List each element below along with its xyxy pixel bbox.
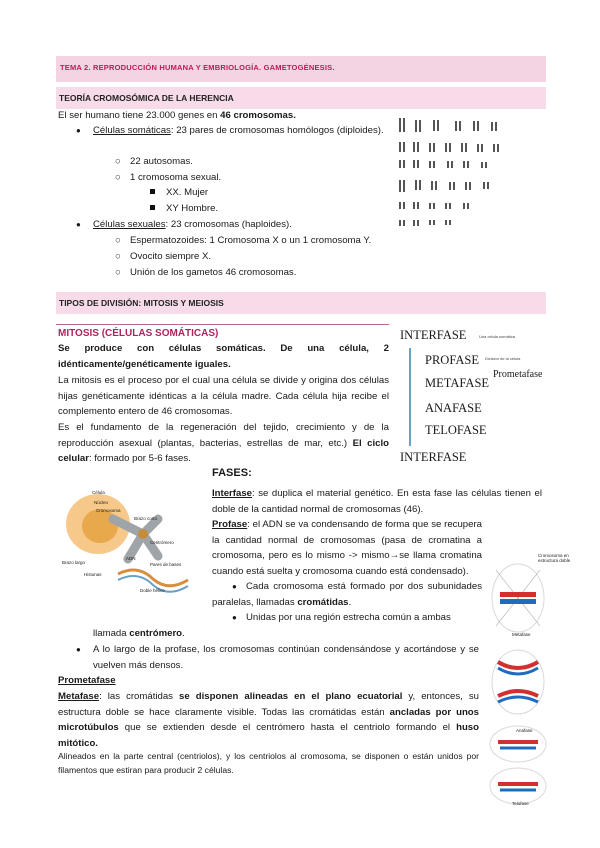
fig-label-cromosoma-doble: Cromosoma en estructura doble	[538, 553, 571, 563]
mitosis-figure	[486, 548, 552, 810]
karyotype-chromosomes	[399, 118, 499, 226]
label-nucleo: Núcleo	[94, 500, 109, 505]
cromatidas-item: Cada cromosoma está formado por dos subunidades paralelas, llamadas cromátidas.	[212, 581, 482, 608]
union-region-item: Unidas por una región estrecha común a ambas	[246, 612, 451, 623]
centromero-cont: llamada centrómero.	[93, 628, 185, 639]
fig-label-anafase: Anafase	[516, 728, 533, 733]
square-bullet	[150, 189, 155, 194]
interfase-bottom-label: INTERFASE	[400, 450, 467, 464]
mitosis-para-3: Es el fundamento de la regeneración del tejido, crecimiento y de la reproducción asexual (plantas, bacterias, estrellas de mar, etc.) El ciclo celular: formado por 5-6 fases.	[58, 422, 389, 465]
metaphase-cell	[492, 564, 544, 632]
final-para: Alineados en la parte central (centriolos), y los centriolos al cromosoma, se disponen o están unidos por filamentos que estiran para producir 2 células.	[58, 751, 479, 775]
profase-label: PROFASE	[425, 353, 479, 367]
diagram-note: Una célula somática	[479, 334, 516, 339]
bullet-dot: ●	[232, 582, 237, 591]
sub-bullet: ○	[115, 156, 121, 167]
section-header-division	[56, 292, 546, 314]
mitosis-bold-para: Se produce con células somáticas. De una célula, 2 idénticamente/genéticamente iguales.	[58, 343, 389, 370]
autosomes-item: 22 autosomas.	[130, 156, 193, 167]
somatic-cells-item: Células somáticas: 23 pares de cromosomas homólogos (diploides).	[93, 125, 384, 136]
chapter-header	[56, 56, 546, 82]
sub-bullet: ○	[115, 172, 121, 183]
label-histonas: Histonas	[84, 572, 102, 577]
fases-heading: FASES:	[212, 467, 252, 479]
interfase-para: Interfase: se duplica el material genético. En esta fase las células tienen el doble de la cantidad normal de cromosomas (46).	[212, 488, 542, 515]
prometafase-label-text: Prometafase	[58, 675, 116, 686]
section-title-division: TIPOS DE DIVISIÓN: MITOSIS Y MEIOSIS	[59, 298, 224, 308]
xy-item: XY Hombre.	[166, 203, 219, 214]
profase-condense-item: A lo largo de la profase, los cromosomas continúan condensándose y acortándose y se vuelven más densos.	[93, 644, 479, 671]
karyotype-image	[393, 108, 533, 238]
section-title-herencia: TEORÍA CROMOSÓMICA DE LA HERENCIA	[59, 93, 234, 103]
bullet-dot: ●	[76, 645, 81, 654]
bullet-dot: ●	[76, 220, 81, 229]
chapter-title: TEMA 2. REPRODUCCIÓN HUMANA Y EMBRIOLOGÍA. GAMETOGÉNESIS.	[60, 63, 335, 72]
anafase-label: ANAFASE	[425, 401, 482, 415]
label-celula: Célula	[92, 490, 105, 495]
sperm-item: Espermatozoides: 1 Cromosoma X o un 1 cromosoma Y.	[130, 235, 372, 246]
sex-chromosome-item: 1 cromosoma sexual.	[130, 172, 222, 183]
metafase-label: METAFASE	[425, 376, 490, 390]
bullet-dot: ●	[76, 126, 81, 135]
label-centromero: Centrómero	[150, 540, 174, 545]
fig-label-metafase: Metafase	[512, 632, 531, 637]
centromere-dot	[138, 529, 148, 539]
interfase-top-label: INTERFASE	[400, 328, 467, 342]
nucleus-shape	[82, 509, 118, 543]
label-cromosoma: Cromosoma	[96, 508, 121, 513]
telophase-cell	[490, 726, 546, 804]
union-item: Unión de los gametos 46 cromosomas.	[130, 267, 297, 278]
heading-rule	[56, 324, 389, 325]
square-bullet	[150, 205, 155, 210]
label-brazo-corto: Brazo corto	[134, 516, 158, 521]
anaphase-cell	[492, 650, 544, 714]
chromosome-illustration	[58, 484, 208, 600]
sub-bullet: ○	[115, 235, 121, 246]
intro-line: El ser humano tiene 23.000 genes en 46 cromosomas.	[58, 110, 296, 121]
xx-item: XX. Mujer	[166, 187, 209, 198]
sub-bullet: ○	[115, 267, 121, 278]
sub-bullet: ○	[115, 251, 121, 262]
fig-label-telofase: Telofase	[512, 801, 529, 806]
phases-bracket	[409, 348, 411, 446]
bullet-dot: ●	[232, 613, 237, 622]
section-header-herencia	[56, 87, 546, 109]
mitosis-heading: MITOSIS (CÉLULAS SOMÁTICAS)	[58, 328, 219, 339]
label-adn: ADN	[126, 556, 136, 561]
ovocyte-item: Ovocito siempre X.	[130, 251, 212, 262]
sexual-cells-item: Células sexuales: 23 cromosomas (haploides).	[93, 219, 292, 230]
mitosis-para-2: La mitosis es el proceso por el cual una célula se divide y origina dos células hijas genéticamente idénticas a la célula madre. Cada célula hija recibe el complemento entero de 46 cromosomas.	[58, 375, 389, 418]
dna-strand	[118, 570, 188, 586]
profase-para: Profase: el ADN se va condensando de forma que se recupera la cantidad normal de cromosomas (pasa de cromatina a cromosoma, pero es lo mismo -> mismo→se llama cromatina cuando está suelta y cromosoma cuando está condensado).	[212, 519, 482, 577]
phases-diagram	[397, 326, 547, 466]
label-brazo-largo: Brazo largo	[62, 560, 86, 565]
label-doble-helice: Doble hélice	[140, 588, 165, 593]
prometafase-label: Prometafase	[493, 369, 543, 380]
diagram-note-2: División de la célula	[485, 356, 521, 361]
metafase-para: Metafase: las cromátidas se disponen alineadas en el plano ecuatorial y, entonces, su estructura doble se hace claramente visible. Todas las cromátidas están ancladas por unos microtúbulos que se extienden desde el centrómero hasta el centriolo formando el huso mitótico.	[58, 691, 479, 749]
label-pares-bases: Pares de bases	[150, 562, 182, 567]
telofase-label: TELOFASE	[425, 423, 487, 437]
